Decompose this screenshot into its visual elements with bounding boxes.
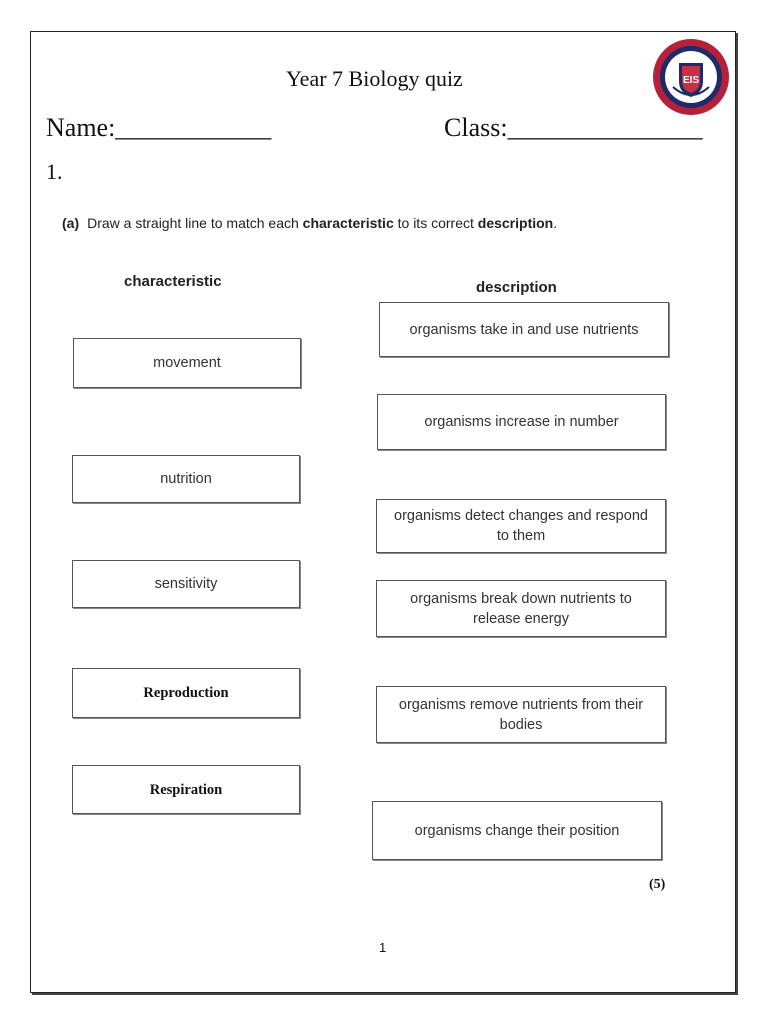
description-heading: description [476, 279, 557, 296]
instruction-bold-2: description [477, 215, 554, 231]
description-box-detect[interactable]: organisms detect changes and respond to them [376, 499, 666, 553]
question-instruction [62, 215, 557, 231]
marks-label: (5) [649, 877, 666, 892]
instruction-bold-1: characteristic [302, 215, 394, 231]
description-box-number[interactable]: organisms increase in number [377, 394, 666, 450]
question-number: 1. [46, 159, 63, 184]
description-box-nutrients[interactable]: organisms take in and use nutrients [379, 302, 669, 357]
description-box-remove[interactable]: organisms remove nutrients from their bodies [376, 686, 666, 743]
part-label: (a) [62, 215, 80, 231]
characteristic-box-respiration[interactable]: Respiration [72, 765, 300, 814]
characteristic-box-movement[interactable]: movement [73, 338, 301, 388]
description-box-position[interactable]: organisms change their position [372, 801, 662, 860]
description-box-break-down[interactable]: organisms break down nutrients to release energy [376, 580, 666, 637]
characteristic-heading: characteristic [124, 273, 222, 290]
characteristic-box-nutrition[interactable]: nutrition [72, 455, 300, 503]
characteristic-box-reproduction[interactable]: Reproduction [72, 668, 300, 718]
page-number: 1 [379, 940, 387, 955]
name-field: Name:____________ [46, 113, 272, 142]
class-field: Class:_______________ [444, 113, 703, 142]
instruction-text-3: . [553, 215, 558, 231]
page-title: Year 7 Biology quiz [286, 66, 463, 91]
instruction-text-1: Draw a straight line to match each [87, 215, 303, 231]
school-crest-icon [651, 37, 731, 117]
instruction-text-2: to its correct [393, 215, 478, 231]
svg-text:EIS: EIS [682, 75, 700, 86]
characteristic-box-sensitivity[interactable]: sensitivity [72, 560, 300, 608]
